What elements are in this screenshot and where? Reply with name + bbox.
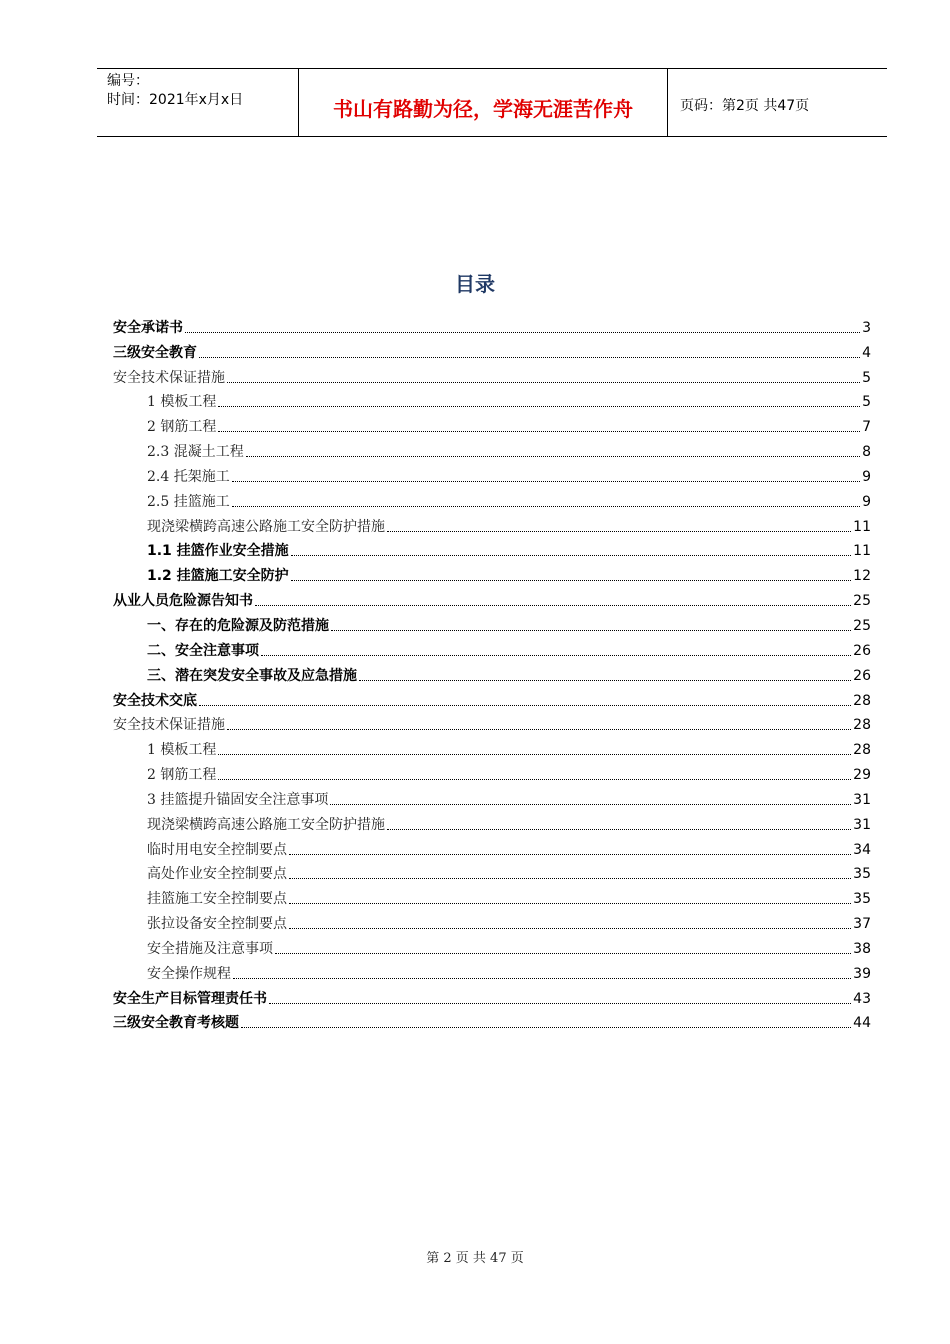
toc-leader-dots <box>241 1026 851 1028</box>
toc-entry[interactable] <box>113 635 871 660</box>
toc-leader-dots <box>232 505 860 507</box>
toc-entry[interactable] <box>113 685 871 710</box>
toc-leader-dots <box>199 704 851 706</box>
number-label: 编号： <box>107 73 149 89</box>
toc-entry-page: 31 <box>853 816 871 833</box>
toc-entry[interactable] <box>113 511 871 536</box>
toc-leader-dots <box>387 828 851 830</box>
toc-leader-dots <box>227 728 851 730</box>
toc-entry-title: 现浇梁横跨高速公路施工安全防护措施 <box>147 816 385 833</box>
toc-entry-title: 1.2 挂篮施工安全防护 <box>147 568 289 585</box>
toc-leader-dots <box>387 530 851 532</box>
toc-entry-page: 28 <box>853 692 871 709</box>
toc-entry-title: 2 钢筋工程 <box>147 767 217 784</box>
toc-entry[interactable] <box>113 1008 871 1033</box>
toc-entry-title: 2.4 托架施工 <box>147 468 230 485</box>
toc-entry[interactable] <box>113 660 871 685</box>
toc-entry-page: 31 <box>853 791 871 808</box>
toc-leader-dots <box>331 629 851 631</box>
toc-entry-page: 11 <box>853 543 871 560</box>
toc-entry-page: 25 <box>853 593 871 610</box>
toc-leader-dots <box>291 579 851 581</box>
toc-leader-dots <box>291 554 851 556</box>
toc-entry-page: 39 <box>853 965 871 982</box>
toc-entry-title: 安全生产目标管理责任书 <box>113 990 267 1007</box>
header-left-cell <box>97 69 299 136</box>
toc-entry[interactable] <box>113 436 871 461</box>
toc-entry-title: 二、安全注意事项 <box>147 642 259 659</box>
time-label: 时间：2021年x月x日 <box>107 92 244 108</box>
toc-entry-title: 安全技术保证措施 <box>113 369 225 386</box>
toc-leader-dots <box>269 1002 851 1004</box>
toc-entry[interactable] <box>113 859 871 884</box>
toc-entry-title: 1.1 挂篮作业安全措施 <box>147 543 289 560</box>
toc-entry[interactable] <box>113 461 871 486</box>
toc-entry[interactable] <box>113 983 871 1008</box>
toc-entry[interactable] <box>113 759 871 784</box>
toc-entry-page: 3 <box>862 319 871 336</box>
toc-entry-title: 安全技术交底 <box>113 692 197 709</box>
toc-entry-title: 安全措施及注意事项 <box>147 940 273 957</box>
toc-leader-dots <box>289 902 851 904</box>
toc-entry[interactable] <box>113 610 871 635</box>
toc-entry-page: 43 <box>853 990 871 1007</box>
toc-entry[interactable] <box>113 536 871 561</box>
toc-entry-title: 高处作业安全控制要点 <box>147 866 287 883</box>
page-code: 页码：第2页 共47页 <box>680 98 810 114</box>
toc-leader-dots <box>232 480 860 482</box>
toc-entry[interactable] <box>113 809 871 834</box>
toc-entry-page: 9 <box>862 493 871 510</box>
toc-entry-title: 三、潜在突发安全事故及应急措施 <box>147 667 357 684</box>
header-center-cell <box>299 69 668 136</box>
toc-entry-page: 5 <box>862 369 871 386</box>
toc-entry-title: 安全承诺书 <box>113 319 183 336</box>
toc-entry-page: 26 <box>853 642 871 659</box>
toc-entry-page: 38 <box>853 940 871 957</box>
toc-entry-page: 28 <box>853 717 871 734</box>
toc-entry-page: 26 <box>853 667 871 684</box>
toc-entry-page: 4 <box>862 344 871 361</box>
toc-entry[interactable] <box>113 585 871 610</box>
toc-entry-page: 28 <box>853 742 871 759</box>
toc-entry[interactable] <box>113 784 871 809</box>
toc-leader-dots <box>185 331 860 333</box>
toc-entry-title: 现浇梁横跨高速公路施工安全防护措施 <box>147 518 385 535</box>
toc-leader-dots <box>261 654 851 656</box>
toc-leader-dots <box>246 455 860 457</box>
toc-entry[interactable] <box>113 908 871 933</box>
motto: 书山有路勤为径，学海无涯苦作舟 <box>333 97 633 121</box>
header-right-cell <box>668 69 887 136</box>
toc-leader-dots <box>289 853 851 855</box>
toc-leader-dots <box>289 877 851 879</box>
toc-entry-title: 2.5 挂篮施工 <box>147 493 230 510</box>
toc-entry-page: 35 <box>853 891 871 908</box>
toc-leader-dots <box>289 927 851 929</box>
toc-entry-page: 8 <box>862 444 871 461</box>
toc-leader-dots <box>218 405 860 407</box>
toc-entry[interactable] <box>113 362 871 387</box>
toc-entry-title: 挂篮施工安全控制要点 <box>147 891 287 908</box>
page-header <box>97 68 887 137</box>
toc-entry-title: 2.3 混凝土工程 <box>147 444 244 461</box>
toc-entry-title: 2 钢筋工程 <box>147 419 217 436</box>
toc-leader-dots <box>227 381 860 383</box>
toc-entry-title: 临时用电安全控制要点 <box>147 841 287 858</box>
toc-entry[interactable] <box>113 560 871 585</box>
toc-entry-title: 张拉设备安全控制要点 <box>147 916 287 933</box>
toc-leader-dots <box>359 679 851 681</box>
toc-entry-page: 12 <box>853 568 871 585</box>
toc-entry-page: 29 <box>853 767 871 784</box>
toc-leader-dots <box>233 977 851 979</box>
toc-entry[interactable] <box>113 834 871 859</box>
toc-entry-page: 11 <box>853 518 871 535</box>
toc-entry[interactable] <box>113 387 871 412</box>
toc-leader-dots <box>330 803 851 805</box>
toc-entry-title: 一、存在的危险源及防范措施 <box>147 617 329 634</box>
table-of-contents <box>113 312 871 1032</box>
toc-entry-title: 安全技术保证措施 <box>113 717 225 734</box>
toc-entry[interactable] <box>113 337 871 362</box>
toc-entry-page: 7 <box>862 419 871 436</box>
toc-entry[interactable] <box>113 312 871 337</box>
toc-leader-dots <box>218 430 860 432</box>
toc-entry-page: 35 <box>853 866 871 883</box>
toc-entry-page: 25 <box>853 617 871 634</box>
toc-entry[interactable] <box>113 734 871 759</box>
toc-entry[interactable] <box>113 486 871 511</box>
toc-entry-page: 44 <box>853 1015 871 1032</box>
toc-entry-title: 从业人员危险源告知书 <box>113 593 253 610</box>
toc-entry-page: 5 <box>862 394 871 411</box>
toc-entry-page: 37 <box>853 916 871 933</box>
toc-entry[interactable] <box>113 710 871 735</box>
toc-entry-title: 三级安全教育 <box>113 344 197 361</box>
toc-leader-dots <box>199 356 860 358</box>
toc-entry-page: 9 <box>862 468 871 485</box>
toc-entry[interactable] <box>113 411 871 436</box>
toc-entry[interactable] <box>113 958 871 983</box>
page-footer: 第 2 页 共 47 页 <box>426 1251 524 1266</box>
toc-leader-dots <box>255 604 851 606</box>
toc-entry[interactable] <box>113 883 871 908</box>
toc-leader-dots <box>218 753 851 755</box>
toc-leader-dots <box>275 952 851 954</box>
toc-entry-title: 1 模板工程 <box>147 394 217 411</box>
toc-entry[interactable] <box>113 933 871 958</box>
toc-leader-dots <box>218 778 851 780</box>
toc-entry-page: 34 <box>853 841 871 858</box>
toc-entry-title: 1 模板工程 <box>147 742 217 759</box>
toc-entry-title: 3 挂篮提升锚固安全注意事项 <box>147 791 329 808</box>
toc-entry-title: 三级安全教育考核题 <box>113 1015 239 1032</box>
toc-title: 目录 <box>455 272 495 296</box>
toc-entry-title: 安全操作规程 <box>147 965 231 982</box>
